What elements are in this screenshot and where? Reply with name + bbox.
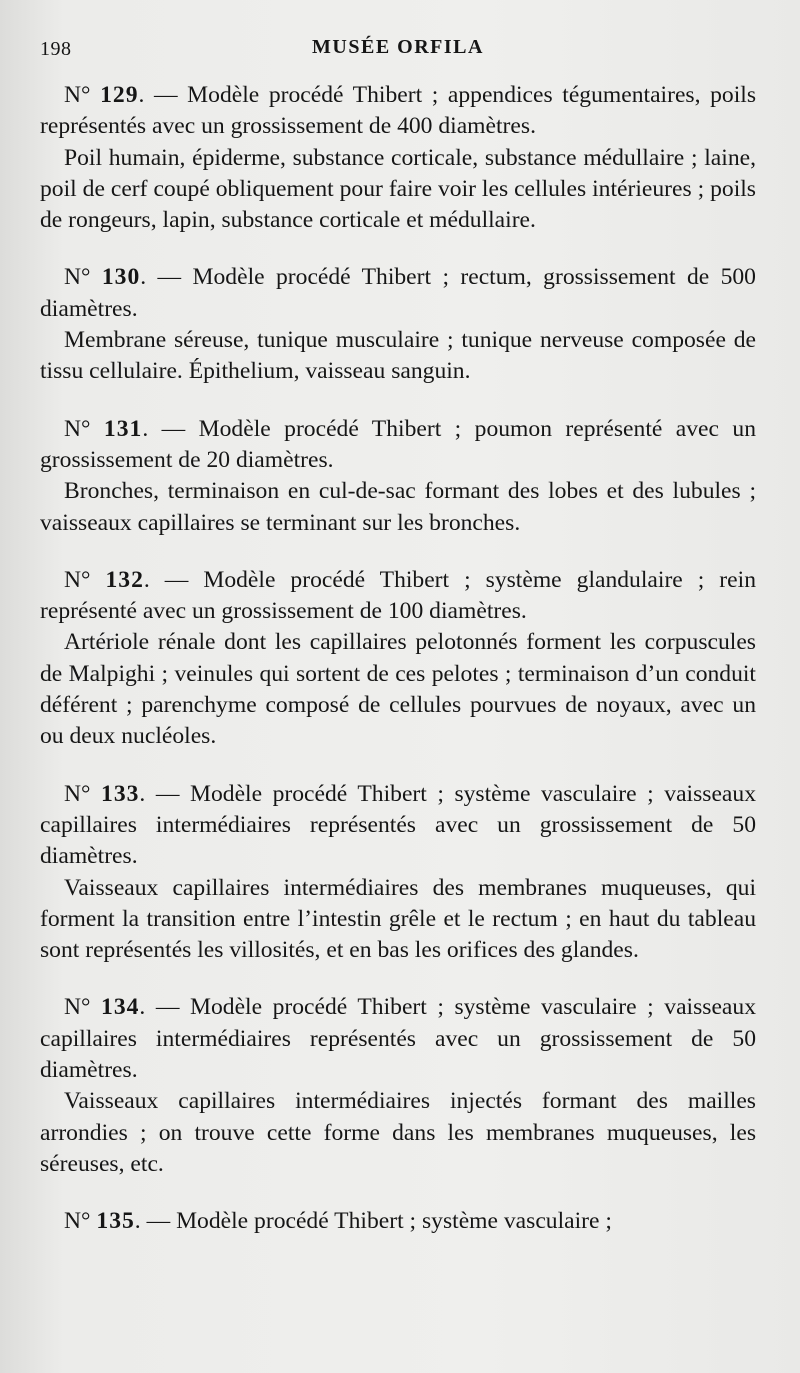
entry-heading xyxy=(40,992,756,1086)
catalog-entry-132 xyxy=(40,565,756,753)
entry-number: 131 xyxy=(103,415,143,442)
entry-number: 132 xyxy=(105,566,144,593)
catalog-entry-133 xyxy=(40,779,756,967)
entry-number: 134 xyxy=(101,994,140,1021)
catalog-entry-130 xyxy=(40,262,756,387)
entry-heading-text: . — Modèle procédé Thibert ; système vasculaire ; xyxy=(134,1208,612,1235)
entry-number: 133 xyxy=(101,780,140,807)
number-label: N° xyxy=(64,82,91,108)
number-label: N° xyxy=(64,566,91,593)
catalog-entry-129 xyxy=(40,80,756,236)
entry-heading xyxy=(40,414,756,477)
entry-number: 129 xyxy=(100,82,139,108)
entry-heading-text: . — Modèle procédé Thibert ; système vasculaire ; vaisseaux capillaires intermédiaires représentés avec un grossissement de 50 diamètres. xyxy=(40,994,756,1084)
entry-heading xyxy=(40,80,756,143)
entry-description: Poil humain, épiderme, substance corticale, substance médullaire ; laine, poil de cerf coupé obliquement pour faire voir les cellules intérieures ; poils de rongeurs, lapin, substance corticale et médullaire. xyxy=(40,144,756,234)
entry-heading-text: . — Modèle procédé Thibert ; système vasculaire ; vaisseaux capillaires intermédiaires représentés avec un grossissement de 50 diamètres. xyxy=(40,780,756,870)
running-title: MUSÉE ORFILA xyxy=(312,36,484,58)
entry-number: 130 xyxy=(101,264,141,291)
number-label: N° xyxy=(64,780,91,807)
number-label: N° xyxy=(64,994,91,1021)
entry-heading xyxy=(40,565,756,628)
entry-description: Vaisseaux capillaires intermédiaires injectés formant des mailles arrondies ; on trouve cette forme dans les membranes muqueuses, les séreuses, etc. xyxy=(40,1088,756,1177)
entry-heading-text: . — Modèle procédé Thibert ; poumon représenté avec un grossissement de 20 diamètres. xyxy=(40,415,756,473)
entry-heading xyxy=(40,779,756,873)
running-head xyxy=(40,30,756,66)
entry-description: Vaisseaux capillaires intermédiaires des membranes muqueuses, qui forment la transition entre l’intestin grêle et le rectum ; en haut du tableau sont représentés les villosités, et en bas les orifices des glandes. xyxy=(40,874,756,964)
catalog-entry-134 xyxy=(40,992,756,1180)
entry-description: Artériole rénale dont les capillaires pelotonnés forment les corpuscules de Malpighi ; veinules qui sortent de ces pelotes ; terminaison d’un conduit déférent ; parenchyme composé de cellules pourvues de noyaux, avec un ou deux nucléoles. xyxy=(40,629,756,750)
number-label: N° xyxy=(64,1208,91,1235)
entry-heading-text: . — Modèle procédé Thibert ; système glandulaire ; rein représenté avec un grossissement de 100 diamètres. xyxy=(40,566,756,625)
entry-heading xyxy=(40,1206,756,1237)
catalog-entry-131 xyxy=(40,414,756,539)
entry-heading-text: . — Modèle procédé Thibert ; appendices tégumentaires, poils représentés avec un grossissement de 400 diamètres. xyxy=(40,82,757,140)
entry-number: 135 xyxy=(96,1208,135,1235)
entry-description: Bronches, terminaison en cul-de-sac formant des lobes et des lubules ; vaisseaux capillaires se terminant sur les bronches. xyxy=(40,478,756,536)
catalog-entry-135 xyxy=(40,1206,756,1237)
entry-description: Membrane séreuse, tunique musculaire ; tunique nerveuse composée de tissu cellulaire. Épithelium, vaisseau sanguin. xyxy=(40,327,756,385)
entry-heading-text: . — Modèle procédé Thibert ; rectum, grossissement de 500 diamètres. xyxy=(40,264,756,322)
number-label: N° xyxy=(64,264,91,291)
page-number: 198 xyxy=(40,38,72,60)
entry-heading xyxy=(40,262,756,325)
number-label: N° xyxy=(64,415,91,442)
